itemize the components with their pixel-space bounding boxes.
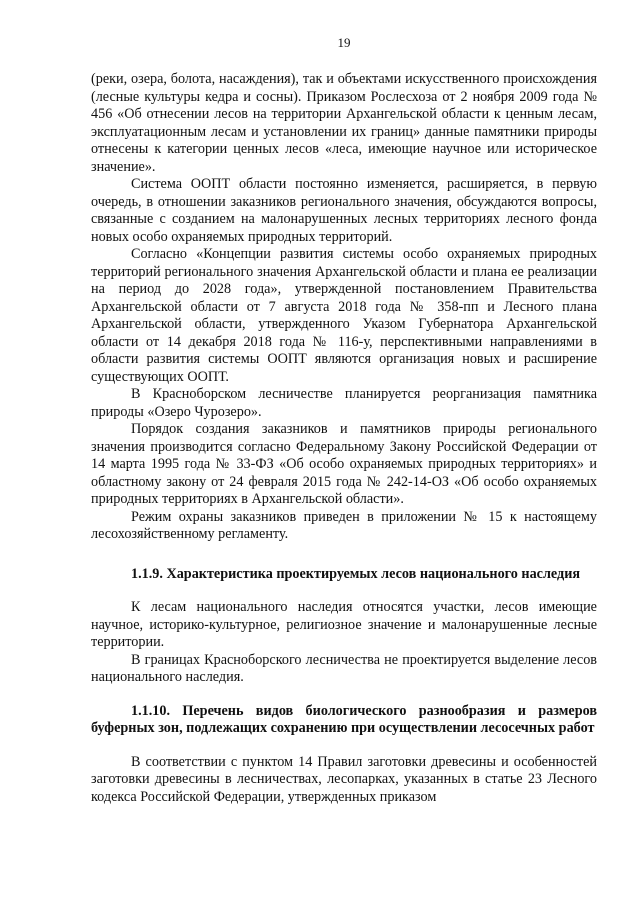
paragraph-creation-order: Порядок создания заказников и памятников природы регионального значения производится согласно Федеральному Закону Российской Федерации от 14 марта 1995 года № 33-ФЗ «Об особо охраняемых природных территориях» и областному закону от 24 февраля 2015 года № 242-14-ОЗ «Об особо охраняемых природных территориях в Архангельской области». [91, 421, 597, 507]
paragraph-oopt-system: Система ООПТ области постоянно изменяется, расширяется, в первую очередь, в отношении заказников регионального значения, обсуждаются вопросы, связанные с созданием на малонарушенных лесных территориях лесного фонда новых особо охраняемых природных территорий. [91, 176, 597, 245]
paragraph-protection-regime: Режим охраны заказников приведен в приложении № 15 к настоящему лесохозяйственному регламенту. [91, 508, 597, 542]
paragraph-no-heritage-forests: В границах Красноборского лесничества не проектируется выделение лесов национального наследия. [91, 651, 597, 685]
paragraph-churozero: В Красноборском лесничестве планируется реорганизация памятника природы «Озеро Чурозеро». [91, 386, 597, 420]
section-heading-1-1-9: 1.1.9. Характеристика проектируемых лесов национального наследия [131, 565, 581, 582]
paragraph-national-heritage: К лесам национального наследия относятся участки, лесов имеющие научное, историко-культурное, религиозное значение и малонарушенные лесные территории. [91, 599, 597, 650]
page-number: 19 [337, 35, 351, 50]
paragraph-ooptl-objects: (реки, озера, болота, насаждения), так и объектами искусственного происхождения (лесные культуры кедра и сосны). Приказом Рослесхоза от 2 ноября 2009 года № 456 «Об отнесении лесов на территории Архангельской области к ценным лесам, эксплуатационным лесам и установлении их границ» данные памятники природы отнесены к категории ценных лесов «леса, имеющие научное или историческое значение». [91, 71, 597, 175]
paragraph-concept: Согласно «Концепции развития системы особо охраняемых природных территорий регионального значения Архангельской области и плана ее реализации на период до 2028 года», утвержденной постановлением Правительства Архангельской области от 7 августа 2018 года № 358-пп и Лесного плана Архангельской области, утвержденного Указом Губернатора Архангельской области от 14 декабря 2018 года № 116-у, перспективными направлениями в области развития системы ООПТ являются организация новых и расширение существующих ООПТ. [91, 246, 597, 385]
section-heading-1-1-10: 1.1.10. Перечень видов биологического разнообразия и размеров буферных зон, подлежащих сохранению при осуществлении лесосечных работ [91, 702, 597, 736]
paragraph-harvesting-rules: В соответствии с пунктом 14 Правил заготовки древесины и особенностей заготовки древесины в лесничествах, лесопарках, указанных в статье 23 Лесного кодекса Российской Федерации, утвержденных приказом [91, 753, 597, 805]
